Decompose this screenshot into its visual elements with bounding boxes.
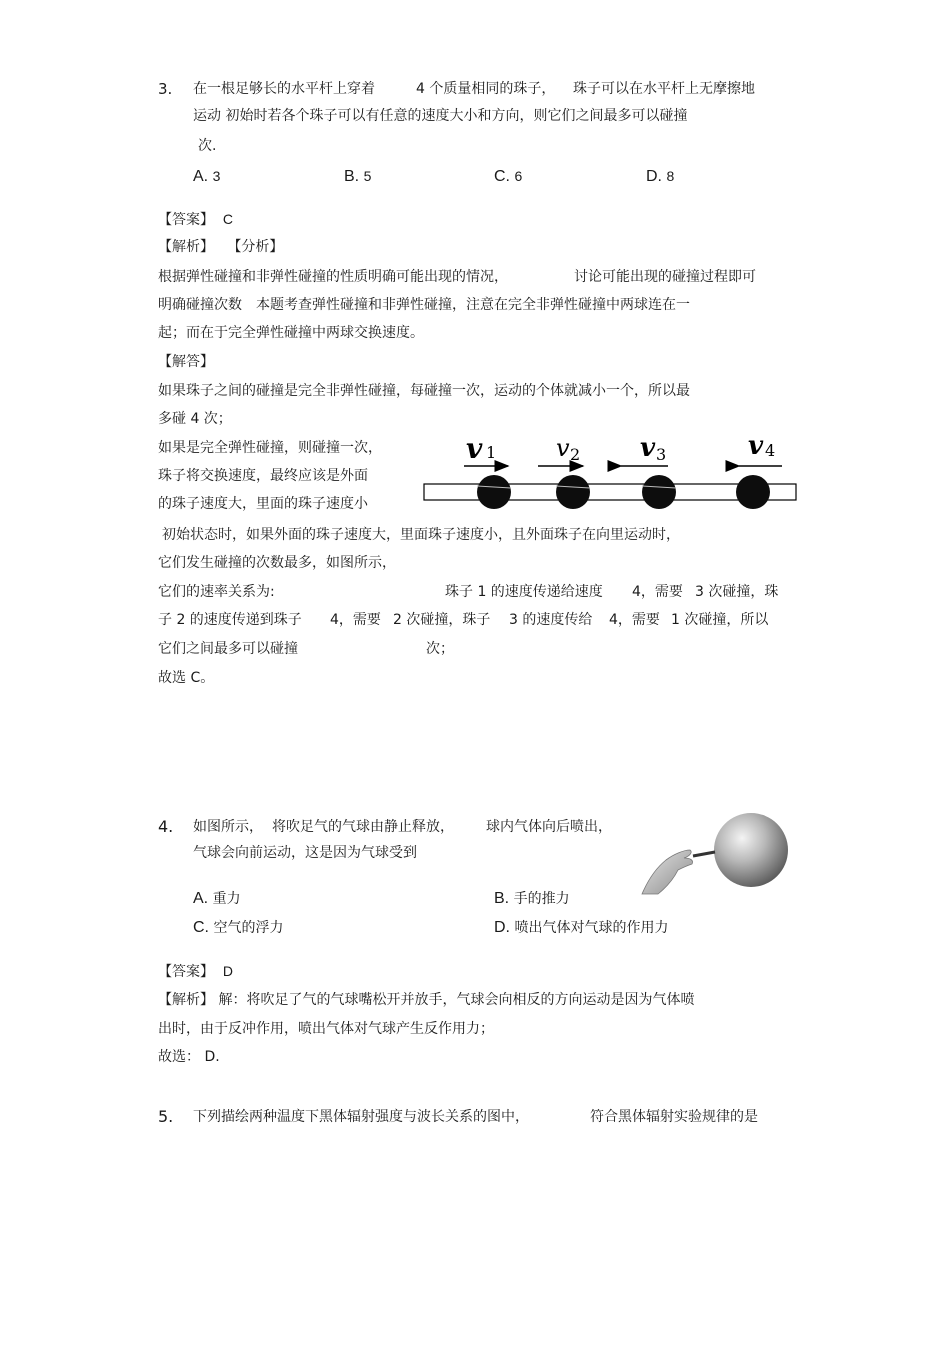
bead-4 [736, 475, 770, 509]
analysis-sub-label: 【分析】 [227, 239, 284, 255]
q4-answer [158, 961, 233, 982]
question-3-number: 3. [158, 80, 173, 98]
answer-value: D [222, 963, 234, 979]
q4-analysis-line3: 故选： D. [158, 1049, 220, 1065]
q3-solution-label: 【解答】 [158, 354, 214, 370]
question-4-text-line2: 气球会向前运动，这是因为气球受到 [193, 845, 417, 861]
option-letter: B. [494, 890, 510, 907]
option-value: 5 [363, 168, 372, 184]
q3-solution-line9f: 1 次碰撞，所以 [671, 612, 769, 628]
q3-solution-line3: 如果是完全弹性碰撞，则碰撞一次， [158, 440, 382, 456]
q3-analysis-line1a: 根据弹性碰撞和非弹性碰撞的性质明确可能出现的情况， [158, 269, 508, 285]
bead-2 [556, 475, 590, 509]
q4-analysis-line1: 【解析】 解：将吹足了气的气球嘴松开并放手，气球会向相反的方向运动是因为气体喷 [158, 992, 695, 1008]
q3-solution-line10b: 次； [426, 641, 454, 657]
question-3-text-line2: 运动 初始时若各个珠子可以有任意的速度大小和方向，则它们之间最多可以碰撞 [193, 108, 688, 124]
bead-1 [477, 475, 511, 509]
question-3-text-line1c: 珠子可以在水平杆上无摩擦地 [573, 81, 755, 97]
q3-solution-line1: 如果珠子之间的碰撞是完全非弹性碰撞，每碰撞一次，运动的个体就减小一个，所以最 [158, 383, 690, 399]
q3-solution-line6: 初始状态时，如果外面的珠子速度大，里面珠子速度小，且外面珠子在向里运动时， [162, 527, 680, 543]
q3-solution-line2: 多碰 4 次； [158, 411, 232, 427]
option-value: 3 [212, 168, 221, 184]
q3-option-c[interactable] [494, 166, 522, 187]
q3-solution-line9d: 3 的速度传给 [509, 612, 593, 628]
q3-analysis-header [158, 237, 283, 257]
q3-solution-line4: 珠子将交换速度，最终应该是外面 [158, 468, 368, 484]
option-letter: C. [494, 168, 510, 185]
question-3-text-line1b: 4 个质量相同的珠子， [416, 81, 556, 97]
balloon-nozzle [693, 852, 715, 856]
beads-on-rod-figure [418, 430, 798, 512]
option-letter: A. [193, 890, 209, 907]
q4-option-d[interactable] [494, 918, 668, 938]
q4-option-a[interactable] [193, 889, 241, 909]
q3-analysis-line2: 明确碰撞次数 本题考查弹性碰撞和非弹性碰撞，注意在完全非弹性碰撞中两球连在一 [158, 297, 690, 313]
label-v2-symbol: v [556, 434, 570, 462]
question-4-number: 4. [158, 817, 174, 836]
question-3-text-line3: 次. [198, 138, 217, 154]
question-5-number: 5. [158, 1107, 174, 1126]
q3-option-d[interactable] [646, 166, 674, 187]
q3-solution-line8a: 它们的速率关系为: [158, 584, 275, 600]
bead-3 [642, 475, 676, 509]
option-letter: C. [193, 919, 209, 936]
label-v3-subscript: 3 [656, 445, 667, 464]
option-value: 空气的浮力 [213, 920, 284, 936]
option-letter: B. [344, 168, 360, 185]
q3-answer [158, 209, 233, 230]
label-v4-symbol: v [748, 431, 764, 461]
option-value: 手的推力 [513, 891, 570, 907]
question-4-text-line1a: 如图所示， [193, 819, 263, 835]
q3-solution-line10a: 它们之间最多可以碰撞 [158, 641, 298, 657]
q4-analysis-line2: 出时，由于反冲作用，喷出气体对气球产生反作用力； [158, 1021, 494, 1037]
option-letter: D. [494, 919, 510, 936]
q3-solution-line8c: 4，需要 [632, 584, 683, 600]
question-5-text-line1b: 符合黑体辐射实验规律的是 [590, 1109, 758, 1125]
option-letter: A. [193, 168, 209, 185]
q3-solution-line8d: 3 次碰撞，珠 [695, 584, 779, 600]
q3-solution-line9a: 子 2 的速度传递到珠子 [158, 612, 302, 628]
q3-analysis-line3: 起；而在于完全弹性碰撞中两球交换速度。 [158, 325, 424, 341]
q3-solution-line9e: 4，需要 [609, 612, 660, 628]
label-v3-symbol: v [640, 433, 656, 463]
q3-solution-line5: 的珠子速度大，里面的珠子速度小 [158, 496, 368, 512]
answer-value: C [222, 211, 234, 227]
option-value: 重力 [212, 891, 241, 907]
option-letter: D. [646, 168, 662, 185]
analysis-label: 【解析】 [158, 239, 214, 255]
balloon-hand-figure [638, 808, 794, 898]
q3-option-a[interactable] [193, 166, 220, 187]
question-5-text-line1a: 下列描绘两种温度下黑体辐射强度与波长关系的图中， [193, 1109, 529, 1125]
question-3-text-line1a: 在一根足够长的水平杆上穿着 [193, 81, 375, 97]
option-value: 8 [666, 168, 675, 184]
option-value: 喷出气体对气球的作用力 [514, 920, 669, 936]
question-4-text-line1c: 球内气体向后喷出， [486, 819, 612, 835]
label-v1-subscript: 1 [486, 443, 497, 462]
hand-icon [642, 850, 693, 894]
q3-solution-line8b: 珠子 1 的速度传递给速度 [445, 584, 603, 600]
q3-solution-line9b: 4，需要 [330, 612, 381, 628]
question-4-text-line1b: 将吹足气的气球由静止释放， [272, 819, 454, 835]
label-v4-subscript: 4 [765, 441, 776, 460]
q4-option-b[interactable] [494, 889, 570, 909]
q4-option-c[interactable] [193, 918, 283, 938]
q3-solution-line7: 它们发生碰撞的次数最多，如图所示， [158, 555, 396, 571]
q3-solution-line9c: 2 次碰撞，珠子 [393, 612, 491, 628]
label-v1-symbol: v [466, 432, 483, 465]
q3-option-b[interactable] [344, 166, 371, 187]
answer-label: 【答案】 [158, 212, 214, 228]
q3-analysis-line1b: 讨论可能出现的碰撞过程即可 [574, 269, 756, 285]
option-value: 6 [514, 168, 523, 184]
label-v2-subscript: 2 [570, 445, 581, 464]
q3-solution-line11: 故选 C。 [158, 670, 215, 686]
balloon-icon [714, 813, 788, 887]
answer-label: 【答案】 [158, 964, 214, 980]
